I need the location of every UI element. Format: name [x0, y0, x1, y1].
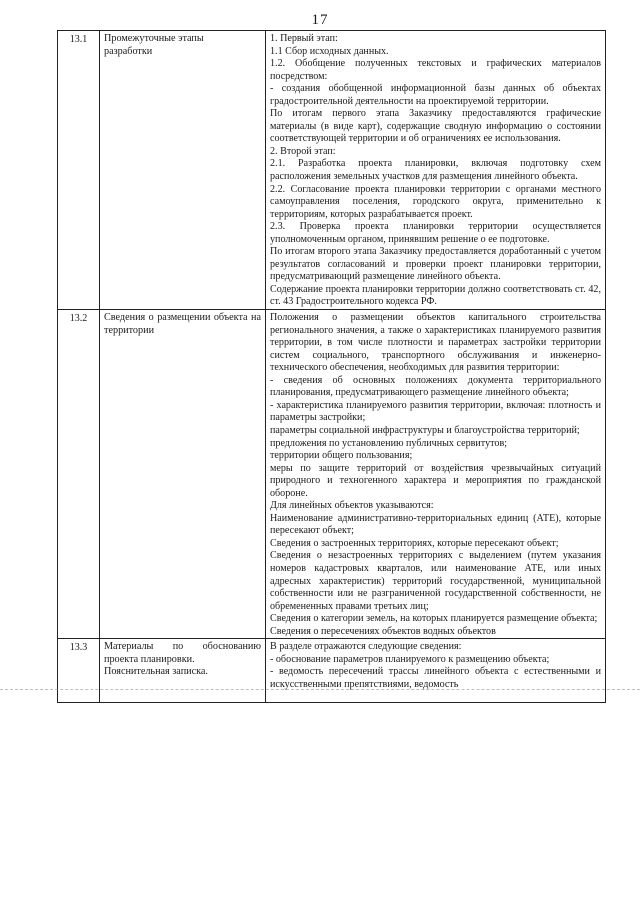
table-row — [58, 639, 606, 703]
description-paragraph: Содержание проекта планировки территории должно соответствовать ст. 42, ст. 43 Градостроительного кодекса РФ. — [270, 283, 601, 308]
row-title-line: разработки — [104, 45, 153, 57]
description-paragraph: Сведения о застроенных территориях, которые пересекают объект; — [270, 537, 559, 549]
row-number: 13.2 — [58, 310, 100, 639]
description-paragraph: Наименование административно-территориальных единиц (АТЕ), которые пересекают объект; — [270, 512, 601, 537]
description-paragraph: Сведения о пересечениях объектов водных объектов — [270, 625, 496, 637]
row-number: 13.1 — [58, 31, 100, 310]
row-title-line: Материалы по обоснованию проекта планировки. — [104, 641, 261, 665]
table-row — [58, 31, 606, 310]
description-paragraph: В разделе отражаются следующие сведения: — [270, 641, 462, 653]
description-paragraph: - характеристика планируемого развития территории, включая: плотность и параметры застройки; — [270, 399, 601, 424]
description-paragraph: - сведения об основных положениях документа территориального планирования, предусматривающего размещение линейного объекта; — [270, 374, 601, 399]
page-number: 17 — [311, 12, 329, 28]
description-paragraph: 2.3. Проверка проекта планировки территории осуществляется уполномоченным органом, принявшим решение о ее подготовке. — [270, 221, 601, 245]
description-paragraph: Сведения о категории земель, на которых планируется размещение объекта; — [270, 613, 598, 625]
description-paragraph: - ведомость пересечений трассы линейного объекта с естественными и искусственными препятствиями, ведомость — [270, 666, 601, 690]
row-title — [100, 639, 266, 703]
description-paragraph: 1. Первый этап: — [270, 33, 338, 44]
description-paragraph: 2.1. Разработка проекта планировки, включая подготовку схем расположения земельных участков для размещения линейного объекта. — [270, 158, 601, 183]
description-paragraph: Для линейных объектов указываются: — [270, 500, 434, 512]
description-paragraph: предложения по установлению публичных сервитутов; — [270, 437, 508, 449]
row-description — [266, 31, 606, 310]
requirements-table — [57, 30, 606, 703]
description-paragraph: 1.1 Сбор исходных данных. — [270, 45, 389, 57]
description-paragraph: Положения о размещении объектов капитального строительства регионального значения, а также о характеристиках планируемого развития территории, в том числе плотности и параметрах застройки территории систем социального, транспортного обслуживания и инженерно-технического обеспечения, необходимых для развития территории: — [270, 312, 601, 374]
row-title — [100, 31, 266, 310]
row-description — [266, 639, 606, 703]
row-title-line: Сведения о размещении объекта на территории — [104, 312, 261, 336]
description-paragraph: 2.2. Согласование проекта планировки территории с органами местного самоуправления поселения, городского округа, применительно к территориям, которых разрабатывается проект. — [270, 183, 601, 220]
description-paragraph: По итогам второго этапа Заказчику предоставляется доработанный с учетом результатов согласований и проверки проект планировки территории, предусматривающий размещение линейного объекта. — [270, 246, 601, 283]
description-paragraph: 1.2. Обобщение полученных текстовых и графических материалов посредством: — [270, 58, 601, 82]
description-paragraph: - обоснование параметров планируемого к размещению объекта; — [270, 653, 550, 665]
scan-artifact-line — [0, 689, 640, 690]
row-description — [266, 310, 606, 639]
description-paragraph: меры по защите территорий от воздействия чрезвычайных ситуаций природного и техногенного характера и мероприятия по гражданской обороне. — [270, 462, 601, 499]
row-number: 13.3 — [58, 639, 100, 703]
table-row — [58, 310, 606, 639]
description-paragraph: По итогам первого этапа Заказчику предоставляются графические материалы (в виде карт), содержащие сводную информацию о состоянии соответствующей территории и об ограничениях ее использования. — [270, 108, 601, 145]
row-title — [100, 310, 266, 639]
row-title-line: Пояснительная записка. — [104, 666, 208, 678]
description-paragraph: параметры социальной инфраструктуры и благоустройства территорий; — [270, 424, 580, 436]
description-paragraph: территории общего пользования; — [270, 450, 413, 462]
description-paragraph: 2. Второй этап: — [270, 145, 336, 157]
description-paragraph: Сведения о незастроенных территориях с выделением (путем указания номеров кадастровых кварталов, или наименование АТЕ, или иных адресных характеристик) территорий государственной, муниципальной собственности или не разграниченной государственной собственности, не обремененных правами третьих лиц; — [270, 550, 601, 612]
description-paragraph: - создания обобщенной информационной базы данных об объектах градостроительной деятельности на проектируемой территории. — [270, 83, 601, 107]
row-title-line: Промежуточные этапы — [104, 33, 204, 44]
